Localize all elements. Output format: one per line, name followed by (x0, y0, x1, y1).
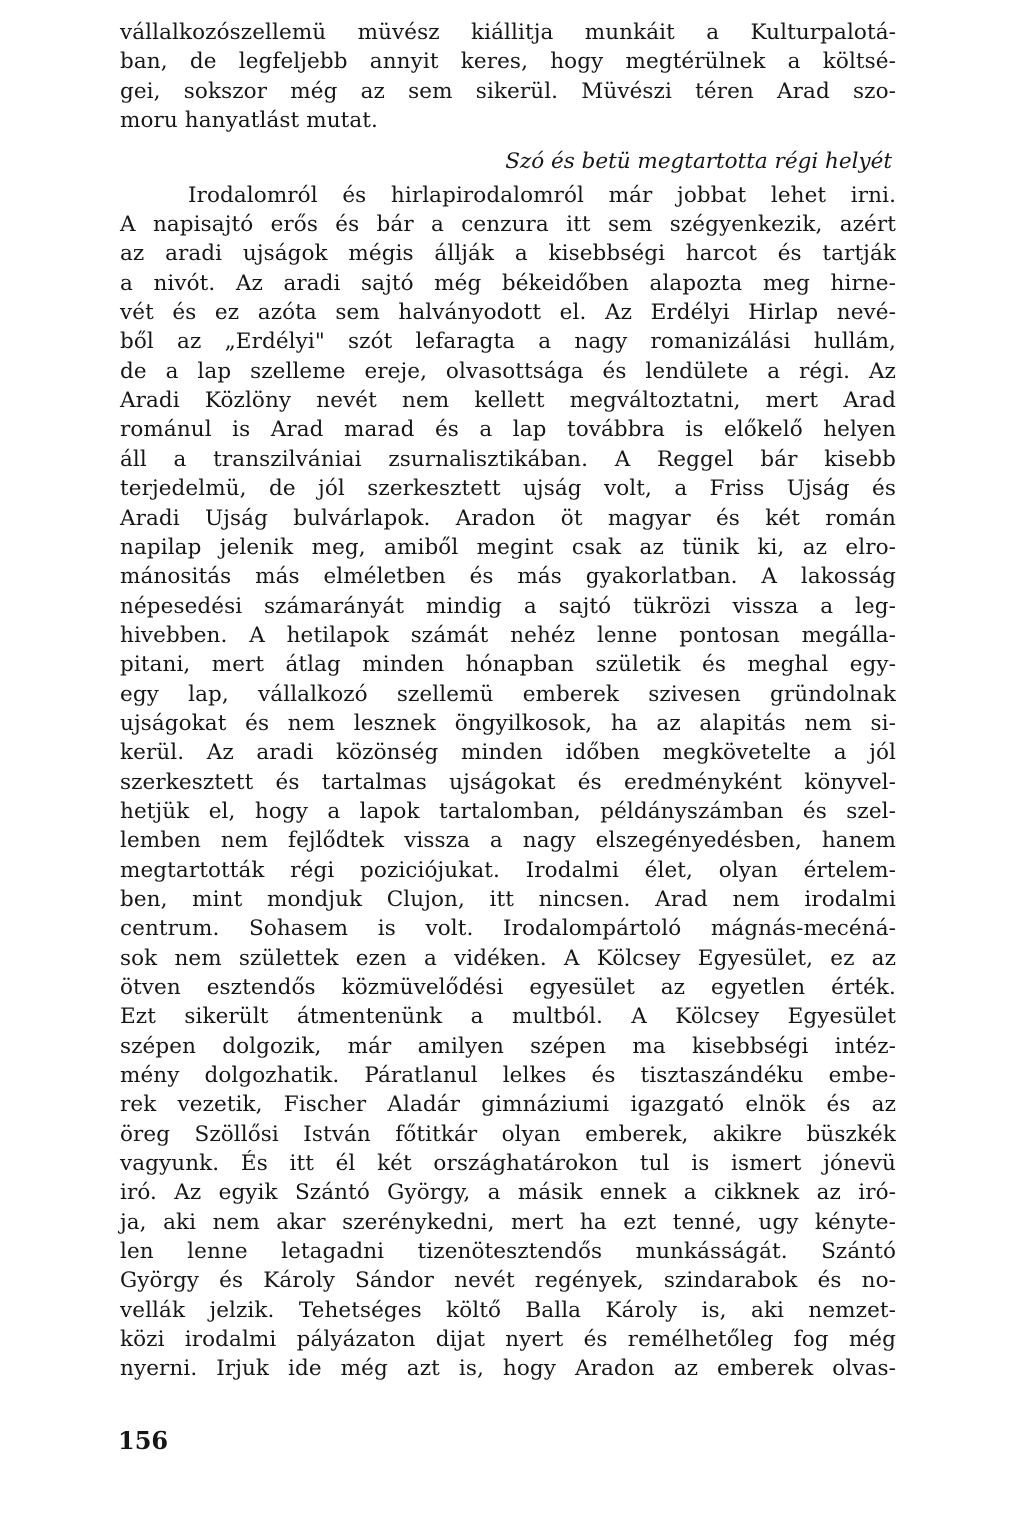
text-line: egy lap, vállalkozó szellemü emberek szivesen gründolnak (120, 681, 896, 707)
text-line: kerül. Az aradi közönség minden időben megkövetelte a jól (120, 740, 896, 766)
text-line: len lenne letagadni tizenötesztendős munkásságát. Szántó (120, 1239, 896, 1265)
text-line: hivebben. A hetilapok számát nehéz lenne pontosan megálla- (120, 622, 896, 648)
text-line: ja, aki nem akar szerénykedni, mert ha ezt tenné, ugy kényte- (120, 1209, 896, 1235)
document-page (120, 18, 896, 1384)
text-line: áll a transzilvániai zsurnalisztikában. A Reggel bár kisebb (120, 446, 896, 472)
text-line: rek vezetik, Fischer Aladár gimnáziumi igazgató elnök és az (120, 1092, 896, 1118)
text-line: György és Károly Sándor nevét regények, szindarabok és no- (120, 1268, 896, 1294)
text-line: vagyunk. És itt él két országhatárokon tul is ismert jónevü (120, 1151, 896, 1177)
text-line: közi irodalmi pályázaton dijat nyert és remélhetőleg fog még (120, 1327, 896, 1353)
text-line: ötven esztendős közmüvelődési egyesület az egyetlen érték. (120, 975, 896, 1000)
text-line: a nivót. Az aradi sajtó még békeidőben alapozta meg hirne- (120, 270, 896, 296)
text-line: ben, mint mondjuk Clujon, itt nincsen. Arad nem irodalmi (120, 886, 896, 912)
section-heading: Szó és betü megtartotta régi helyét (505, 149, 892, 175)
text-line: az aradi ujságok mégis állják a kisebbségi harcot és tartják (120, 241, 896, 267)
text-line: vállalkozószellemü müvész kiállitja munkáit a Kulturpalotá- (120, 20, 896, 45)
text-line: moru hanyatlást mutat. (120, 108, 378, 134)
text-line: öreg Szöllősi István főtitkár olyan emberek, akikre büszkék (120, 1121, 896, 1147)
text-line: szépen dolgozik, már amilyen szépen ma kisebbségi intéz- (120, 1033, 896, 1059)
text-line: lemben nem fejlődtek vissza a nagy elszegényedésben, hanem (120, 828, 896, 854)
text-line: szerkesztett és tartalmas ujságokat és eredményként könyvel- (120, 769, 896, 795)
text-line: terjedelmü, de jól szerkesztett ujság volt, a Friss Ujság és (120, 476, 896, 502)
text-line: ujságokat és nem lesznek öngyilkosok, ha az alapitás nem si- (120, 710, 896, 736)
text-line: Ezt sikerült átmentenünk a multból. A Kölcsey Egyesület (120, 1004, 896, 1030)
text-line: gei, sokszor még az sem sikerül. Müvészi téren Arad szo- (120, 78, 896, 104)
text-line: románul is Arad marad és a lap továbbra is előkelő helyen (120, 417, 896, 443)
text-line: nyerni. Irjuk ide még azt is, hogy Aradon az emberek olvas- (120, 1356, 896, 1382)
text-line: Aradi Közlöny nevét nem kellett megváltoztatni, mert Arad (120, 388, 896, 414)
text-line: megtartották régi poziciójukat. Irodalmi élet, olyan értelem- (120, 857, 896, 883)
page-number: 156 (118, 1426, 169, 1455)
text-line: mánositás más elméletben és más gyakorlatban. A lakosság (120, 564, 896, 590)
text-line: vellák jelzik. Tehetséges költő Balla Károly is, aki nemzet- (120, 1297, 896, 1323)
paragraph-2 (120, 181, 896, 1384)
text-line: Aradi Ujság bulvárlapok. Aradon öt magyar és két román (120, 505, 896, 531)
text-line: Irodalomról és hirlapirodalomról már jobbat lehet irni. (188, 182, 896, 208)
text-line: iró. Az egyik Szántó György, a másik ennek a cikknek az iró- (120, 1180, 896, 1206)
text-line: A napisajtó erős és bár a cenzura itt sem szégyenkezik, azért (120, 212, 896, 238)
text-line: de a lap szelleme ereje, olvasottsága és lendülete a régi. Az (120, 358, 896, 384)
text-line: hetjük el, hogy a lapok tartalomban, példányszámban és szel- (120, 798, 896, 824)
paragraph-1 (120, 18, 896, 135)
text-line: vét és ez azóta sem halványodott el. Az Erdélyi Hirlap nevé- (120, 300, 896, 326)
text-line: sok nem születtek ezen a vidéken. A Kölcsey Egyesület, ez az (120, 945, 896, 971)
text-line: ből az „Erdélyi" szót lefaragta a nagy romanizálási hullám, (120, 329, 896, 355)
text-line: ban, de legfeljebb annyit keres, hogy megtérülnek a költsé- (120, 49, 896, 75)
text-line: mény dolgozhatik. Páratlanul lelkes és tisztaszándéku embe- (120, 1063, 896, 1089)
text-line: népesedési számarányát mindig a sajtó tükrözi vissza a leg- (120, 593, 896, 619)
text-line: pitani, mert átlag minden hónapban születik és meghal egy- (120, 652, 896, 678)
text-line: centrum. Sohasem is volt. Irodalompártoló mágnás-mecéná- (120, 916, 896, 942)
text-line: napilap jelenik meg, amiből megint csak az tünik ki, az elro- (120, 534, 896, 560)
